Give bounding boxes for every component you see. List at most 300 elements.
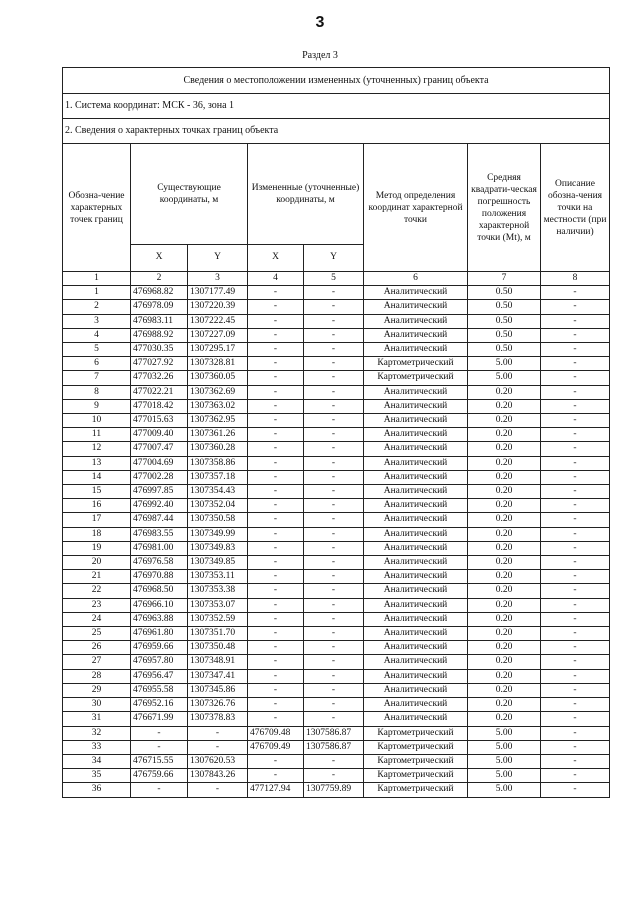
point-number-cell: 26: [63, 641, 131, 655]
changed-x-cell: 476709.48: [248, 726, 304, 740]
description-cell: -: [541, 300, 610, 314]
changed-y-cell: -: [304, 541, 364, 555]
error-cell: 0.20: [468, 499, 541, 513]
table-row: [63, 598, 610, 612]
existing-y-cell: 1307362.69: [188, 385, 248, 399]
description-cell: -: [541, 669, 610, 683]
changed-y-cell: -: [304, 300, 364, 314]
method-cell: Аналитический: [364, 641, 468, 655]
error-cell: 0.20: [468, 456, 541, 470]
error-cell: 0.20: [468, 541, 541, 555]
error-cell: 0.20: [468, 513, 541, 527]
column-number-row: [63, 272, 610, 286]
section-label: Раздел 3: [302, 50, 338, 61]
error-cell: 0.20: [468, 598, 541, 612]
point-number-cell: 2: [63, 300, 131, 314]
description-cell: -: [541, 541, 610, 555]
point-number-cell: 11: [63, 428, 131, 442]
method-cell: Аналитический: [364, 300, 468, 314]
existing-y-cell: 1307361.26: [188, 428, 248, 442]
error-cell: 0.20: [468, 612, 541, 626]
description-cell: -: [541, 556, 610, 570]
changed-x-cell: -: [248, 286, 304, 300]
error-cell: 0.50: [468, 300, 541, 314]
existing-x-cell: -: [131, 726, 188, 740]
column-number: 7: [468, 272, 541, 286]
existing-y-cell: 1307345.86: [188, 683, 248, 697]
error-cell: 0.20: [468, 442, 541, 456]
error-cell: 5.00: [468, 769, 541, 783]
changed-y-cell: 1307759.89: [304, 783, 364, 797]
description-cell: -: [541, 343, 610, 357]
changed-y-cell: -: [304, 655, 364, 669]
changed-x-cell: -: [248, 655, 304, 669]
changed-y-cell: 1307586.87: [304, 726, 364, 740]
error-cell: 0.50: [468, 314, 541, 328]
column-number: 3: [188, 272, 248, 286]
table-row: [63, 698, 610, 712]
existing-x-cell: 476715.55: [131, 754, 188, 768]
changed-x-cell: -: [248, 456, 304, 470]
method-cell: Аналитический: [364, 698, 468, 712]
table-title: Сведения о местоположении измененных (уточненных) границ объекта: [63, 68, 610, 94]
table-row: [63, 286, 610, 300]
changed-x-cell: -: [248, 485, 304, 499]
existing-x-cell: 476966.10: [131, 598, 188, 612]
existing-y-cell: 1307220.39: [188, 300, 248, 314]
header-existing-y: Y: [188, 245, 248, 272]
existing-x-cell: 476968.50: [131, 584, 188, 598]
description-cell: -: [541, 783, 610, 797]
error-cell: 0.20: [468, 570, 541, 584]
description-cell: -: [541, 485, 610, 499]
existing-y-cell: 1307328.81: [188, 357, 248, 371]
changed-x-cell: -: [248, 442, 304, 456]
description-cell: -: [541, 314, 610, 328]
description-cell: -: [541, 470, 610, 484]
table-row: [63, 740, 610, 754]
method-cell: Аналитический: [364, 286, 468, 300]
existing-y-cell: 1307295.17: [188, 343, 248, 357]
description-cell: -: [541, 726, 610, 740]
table-row: [63, 769, 610, 783]
description-cell: -: [541, 286, 610, 300]
description-cell: -: [541, 399, 610, 413]
error-cell: 0.20: [468, 655, 541, 669]
method-cell: Картометрический: [364, 783, 468, 797]
method-cell: Аналитический: [364, 541, 468, 555]
existing-y-cell: 1307350.48: [188, 641, 248, 655]
existing-x-cell: 476955.58: [131, 683, 188, 697]
method-cell: Картометрический: [364, 726, 468, 740]
existing-x-cell: 476983.11: [131, 314, 188, 328]
table-row: [63, 314, 610, 328]
existing-x-cell: 477027.92: [131, 357, 188, 371]
point-number-cell: 32: [63, 726, 131, 740]
description-cell: -: [541, 328, 610, 342]
existing-y-cell: 1307357.18: [188, 470, 248, 484]
description-cell: -: [541, 456, 610, 470]
changed-y-cell: -: [304, 428, 364, 442]
error-cell: 0.50: [468, 286, 541, 300]
existing-x-cell: 476970.88: [131, 570, 188, 584]
changed-x-cell: -: [248, 570, 304, 584]
existing-x-cell: 477015.63: [131, 414, 188, 428]
existing-x-cell: -: [131, 740, 188, 754]
table-row: [63, 726, 610, 740]
existing-y-cell: 1307353.38: [188, 584, 248, 598]
point-number-cell: 27: [63, 655, 131, 669]
point-number-cell: 22: [63, 584, 131, 598]
changed-y-cell: -: [304, 357, 364, 371]
existing-x-cell: 476968.82: [131, 286, 188, 300]
description-cell: -: [541, 655, 610, 669]
changed-x-cell: -: [248, 343, 304, 357]
error-cell: 0.20: [468, 669, 541, 683]
existing-x-cell: 476988.92: [131, 328, 188, 342]
point-number-cell: 23: [63, 598, 131, 612]
point-number-cell: 21: [63, 570, 131, 584]
existing-y-cell: 1307350.58: [188, 513, 248, 527]
changed-x-cell: -: [248, 584, 304, 598]
column-number: 4: [248, 272, 304, 286]
changed-y-cell: -: [304, 328, 364, 342]
changed-y-cell: 1307586.87: [304, 740, 364, 754]
boundary-points-table: [62, 67, 610, 798]
table-row: [63, 612, 610, 626]
existing-x-cell: 477009.40: [131, 428, 188, 442]
description-cell: -: [541, 442, 610, 456]
changed-x-cell: -: [248, 769, 304, 783]
existing-x-cell: 477007.47: [131, 442, 188, 456]
page-number: 3: [315, 14, 325, 31]
existing-x-cell: 476671.99: [131, 712, 188, 726]
existing-y-cell: 1307843.26: [188, 769, 248, 783]
error-cell: 0.20: [468, 470, 541, 484]
coordinate-system: 1. Система координат: МСК - 36, зона 1: [63, 94, 610, 119]
existing-y-cell: 1307353.07: [188, 598, 248, 612]
changed-x-cell: -: [248, 328, 304, 342]
error-cell: 0.20: [468, 556, 541, 570]
method-cell: Аналитический: [364, 442, 468, 456]
table-row: [63, 300, 610, 314]
point-number-cell: 7: [63, 371, 131, 385]
error-cell: 5.00: [468, 754, 541, 768]
method-cell: Аналитический: [364, 343, 468, 357]
changed-x-cell: -: [248, 683, 304, 697]
existing-x-cell: 477032.26: [131, 371, 188, 385]
existing-x-cell: 476956.47: [131, 669, 188, 683]
table-row: [63, 641, 610, 655]
description-cell: -: [541, 414, 610, 428]
table-row: [63, 584, 610, 598]
changed-x-cell: -: [248, 598, 304, 612]
error-cell: 0.20: [468, 627, 541, 641]
table-row: [63, 328, 610, 342]
method-cell: Аналитический: [364, 470, 468, 484]
changed-y-cell: -: [304, 527, 364, 541]
changed-x-cell: -: [248, 385, 304, 399]
existing-y-cell: 1307358.86: [188, 456, 248, 470]
point-number-cell: 25: [63, 627, 131, 641]
point-number-cell: 3: [63, 314, 131, 328]
existing-y-cell: 1307222.45: [188, 314, 248, 328]
points-heading: 2. Сведения о характерных точках границ объекта: [63, 119, 610, 144]
changed-x-cell: -: [248, 754, 304, 768]
point-number-cell: 31: [63, 712, 131, 726]
existing-y-cell: 1307351.70: [188, 627, 248, 641]
changed-y-cell: -: [304, 513, 364, 527]
changed-x-cell: -: [248, 541, 304, 555]
description-cell: -: [541, 527, 610, 541]
error-cell: 0.50: [468, 328, 541, 342]
method-cell: Аналитический: [364, 655, 468, 669]
description-cell: -: [541, 598, 610, 612]
changed-x-cell: -: [248, 499, 304, 513]
error-cell: 0.20: [468, 414, 541, 428]
point-number-cell: 6: [63, 357, 131, 371]
table-row: [63, 357, 610, 371]
existing-y-cell: 1307378.83: [188, 712, 248, 726]
changed-x-cell: -: [248, 414, 304, 428]
point-number-cell: 20: [63, 556, 131, 570]
point-number-cell: 29: [63, 683, 131, 697]
existing-x-cell: 477018.42: [131, 399, 188, 413]
changed-x-cell: -: [248, 669, 304, 683]
changed-y-cell: -: [304, 584, 364, 598]
existing-y-cell: -: [188, 726, 248, 740]
method-cell: Картометрический: [364, 754, 468, 768]
method-cell: Аналитический: [364, 428, 468, 442]
existing-y-cell: 1307326.76: [188, 698, 248, 712]
point-number-cell: 17: [63, 513, 131, 527]
table-row: [63, 712, 610, 726]
existing-y-cell: 1307363.02: [188, 399, 248, 413]
table-row: [63, 754, 610, 768]
existing-y-cell: 1307349.83: [188, 541, 248, 555]
existing-y-cell: 1307349.99: [188, 527, 248, 541]
changed-y-cell: -: [304, 669, 364, 683]
existing-y-cell: 1307354.43: [188, 485, 248, 499]
existing-y-cell: 1307348.91: [188, 655, 248, 669]
error-cell: 5.00: [468, 783, 541, 797]
changed-y-cell: -: [304, 371, 364, 385]
method-cell: Аналитический: [364, 612, 468, 626]
point-number-cell: 10: [63, 414, 131, 428]
description-cell: -: [541, 627, 610, 641]
method-cell: Аналитический: [364, 683, 468, 697]
table-row: [63, 399, 610, 413]
table-row: [63, 669, 610, 683]
table-row: [63, 556, 610, 570]
changed-x-cell: -: [248, 556, 304, 570]
table-row: [63, 442, 610, 456]
existing-x-cell: 476961.80: [131, 627, 188, 641]
method-cell: Аналитический: [364, 556, 468, 570]
existing-y-cell: 1307347.41: [188, 669, 248, 683]
point-number-cell: 35: [63, 769, 131, 783]
method-cell: Аналитический: [364, 513, 468, 527]
method-cell: Аналитический: [364, 499, 468, 513]
point-number-cell: 1: [63, 286, 131, 300]
existing-x-cell: 476983.55: [131, 527, 188, 541]
changed-x-cell: 477127.94: [248, 783, 304, 797]
existing-y-cell: 1307227.09: [188, 328, 248, 342]
description-cell: -: [541, 570, 610, 584]
changed-y-cell: -: [304, 612, 364, 626]
table-row: [63, 385, 610, 399]
changed-x-cell: -: [248, 314, 304, 328]
changed-y-cell: -: [304, 456, 364, 470]
method-cell: Аналитический: [364, 627, 468, 641]
existing-y-cell: 1307352.04: [188, 499, 248, 513]
table-row: [63, 414, 610, 428]
column-number: 8: [541, 272, 610, 286]
description-cell: -: [541, 683, 610, 697]
table-row: [63, 485, 610, 499]
point-number-cell: 5: [63, 343, 131, 357]
method-cell: Аналитический: [364, 712, 468, 726]
error-cell: 5.00: [468, 371, 541, 385]
changed-y-cell: -: [304, 485, 364, 499]
existing-y-cell: 1307353.11: [188, 570, 248, 584]
point-number-cell: 4: [63, 328, 131, 342]
error-cell: 0.20: [468, 683, 541, 697]
method-cell: Аналитический: [364, 456, 468, 470]
table-row: [63, 655, 610, 669]
point-number-cell: 9: [63, 399, 131, 413]
method-cell: Аналитический: [364, 570, 468, 584]
existing-y-cell: 1307177.49: [188, 286, 248, 300]
existing-y-cell: -: [188, 740, 248, 754]
header-changed-x: X: [248, 245, 304, 272]
changed-x-cell: -: [248, 371, 304, 385]
existing-y-cell: 1307349.85: [188, 556, 248, 570]
changed-y-cell: -: [304, 641, 364, 655]
changed-y-cell: -: [304, 499, 364, 513]
error-cell: 0.20: [468, 385, 541, 399]
description-cell: -: [541, 499, 610, 513]
method-cell: Аналитический: [364, 669, 468, 683]
description-cell: -: [541, 385, 610, 399]
table-row: [63, 570, 610, 584]
table-row: [63, 527, 610, 541]
changed-x-cell: -: [248, 712, 304, 726]
changed-x-cell: -: [248, 612, 304, 626]
method-cell: Аналитический: [364, 399, 468, 413]
point-number-cell: 19: [63, 541, 131, 555]
point-number-cell: 16: [63, 499, 131, 513]
existing-x-cell: 477022.21: [131, 385, 188, 399]
changed-x-cell: -: [248, 300, 304, 314]
existing-y-cell: 1307352.59: [188, 612, 248, 626]
method-cell: Картометрический: [364, 357, 468, 371]
changed-x-cell: -: [248, 527, 304, 541]
changed-y-cell: -: [304, 627, 364, 641]
point-number-cell: 12: [63, 442, 131, 456]
changed-x-cell: 476709.49: [248, 740, 304, 754]
method-cell: Аналитический: [364, 385, 468, 399]
header-method: Метод определения координат характерной точки: [364, 144, 468, 272]
changed-y-cell: -: [304, 754, 364, 768]
changed-x-cell: -: [248, 428, 304, 442]
existing-x-cell: 477004.69: [131, 456, 188, 470]
table-row: [63, 541, 610, 555]
error-cell: 0.20: [468, 698, 541, 712]
column-number: 5: [304, 272, 364, 286]
table-row: [63, 627, 610, 641]
header-description: Описание обозна-чения точки на местности (при наличии): [541, 144, 610, 272]
description-cell: -: [541, 769, 610, 783]
changed-y-cell: -: [304, 399, 364, 413]
description-cell: -: [541, 584, 610, 598]
table-row: [63, 783, 610, 797]
changed-y-cell: -: [304, 769, 364, 783]
existing-x-cell: 476992.40: [131, 499, 188, 513]
table-row: [63, 513, 610, 527]
description-cell: -: [541, 740, 610, 754]
existing-x-cell: 477002.28: [131, 470, 188, 484]
existing-x-cell: 476978.09: [131, 300, 188, 314]
method-cell: Аналитический: [364, 527, 468, 541]
point-number-cell: 18: [63, 527, 131, 541]
error-cell: 0.20: [468, 399, 541, 413]
header-changed-y: Y: [304, 245, 364, 272]
method-cell: Аналитический: [364, 414, 468, 428]
method-cell: Аналитический: [364, 584, 468, 598]
error-cell: 5.00: [468, 740, 541, 754]
method-cell: Картометрический: [364, 769, 468, 783]
existing-x-cell: 476963.88: [131, 612, 188, 626]
existing-x-cell: 476957.80: [131, 655, 188, 669]
error-cell: 0.20: [468, 428, 541, 442]
description-cell: -: [541, 428, 610, 442]
existing-y-cell: 1307362.95: [188, 414, 248, 428]
description-cell: -: [541, 371, 610, 385]
error-cell: 0.20: [468, 641, 541, 655]
existing-x-cell: 476759.66: [131, 769, 188, 783]
changed-y-cell: -: [304, 598, 364, 612]
existing-y-cell: -: [188, 783, 248, 797]
point-number-cell: 28: [63, 669, 131, 683]
error-cell: 5.00: [468, 726, 541, 740]
method-cell: Картометрический: [364, 371, 468, 385]
changed-x-cell: -: [248, 627, 304, 641]
changed-y-cell: -: [304, 314, 364, 328]
point-number-cell: 14: [63, 470, 131, 484]
point-number-cell: 30: [63, 698, 131, 712]
table-row: [63, 683, 610, 697]
changed-x-cell: -: [248, 470, 304, 484]
changed-x-cell: -: [248, 513, 304, 527]
error-cell: 5.00: [468, 357, 541, 371]
column-number: 6: [364, 272, 468, 286]
existing-x-cell: 476981.00: [131, 541, 188, 555]
description-cell: -: [541, 357, 610, 371]
description-cell: -: [541, 513, 610, 527]
existing-x-cell: 476976.58: [131, 556, 188, 570]
header-existing-x: X: [131, 245, 188, 272]
error-cell: 0.20: [468, 527, 541, 541]
changed-y-cell: -: [304, 470, 364, 484]
point-number-cell: 24: [63, 612, 131, 626]
existing-x-cell: 476997.85: [131, 485, 188, 499]
table-row: [63, 470, 610, 484]
point-number-cell: 13: [63, 456, 131, 470]
changed-y-cell: -: [304, 712, 364, 726]
point-number-cell: 15: [63, 485, 131, 499]
existing-x-cell: 476959.66: [131, 641, 188, 655]
